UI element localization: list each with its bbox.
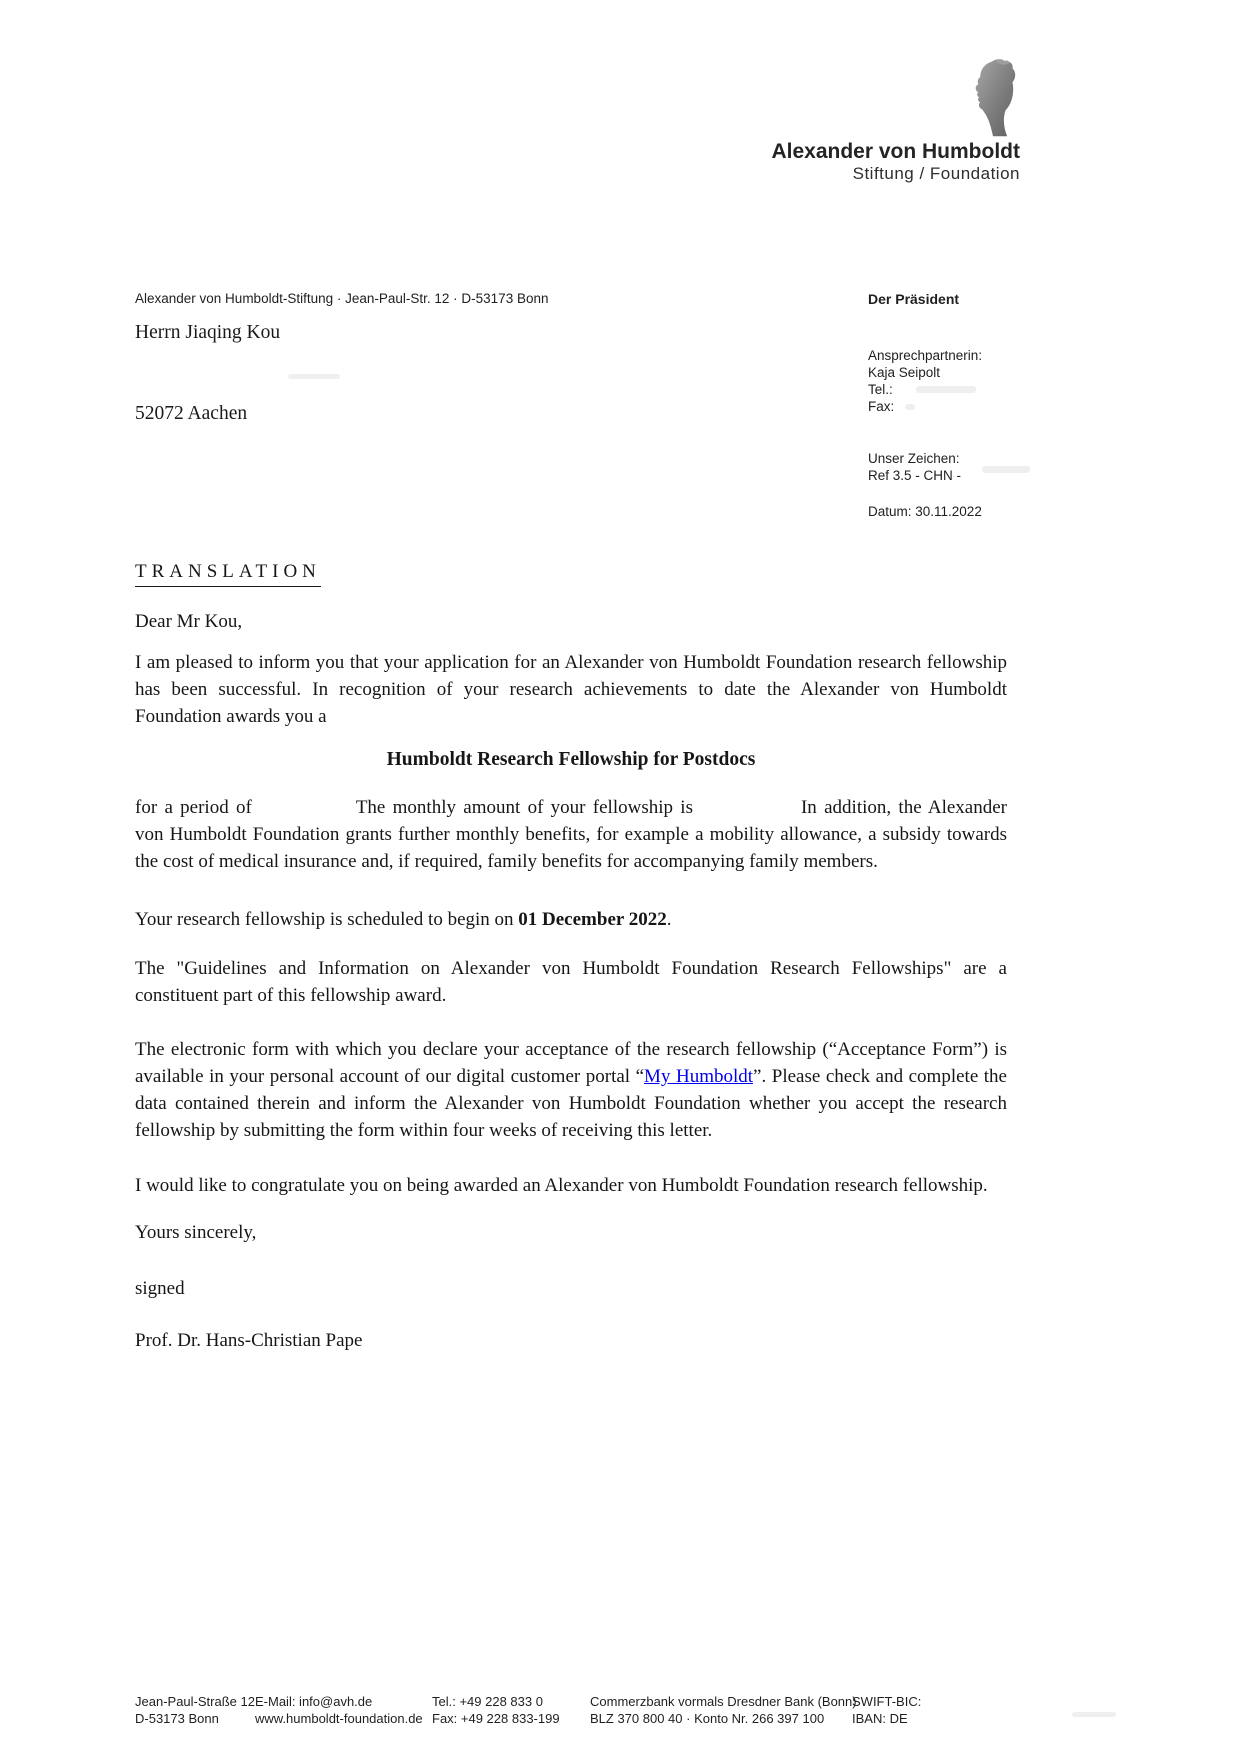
footer-bank: [590, 1694, 857, 1727]
footer-website: www.humboldt-foundation.de: [255, 1710, 423, 1726]
contact-label: Ansprechpartnerin:: [868, 348, 983, 363]
eform-text-before: The electronic form with which you declare your acceptance of the research fellowship (“Acceptance Form”) is available in your personal account of our digital customer portal “: [135, 1039, 1007, 1087]
letterhead: [771, 58, 1020, 184]
terms-part-1: for a period of: [135, 797, 252, 818]
footer-iban: IBAN: DE: [852, 1710, 908, 1726]
contact-fax-label: Fax:: [868, 399, 895, 414]
footer-fax: Fax: +49 228 833-199: [432, 1710, 560, 1726]
contact-name: Kaja Seipolt: [868, 365, 941, 380]
redaction-mark-ref: [982, 466, 1030, 473]
contact-tel-label: Tel.:: [868, 382, 893, 397]
terms-part-2: The monthly amount of your fellowship is: [355, 797, 693, 818]
my-humboldt-link[interactable]: My Humboldt: [644, 1066, 754, 1087]
paragraph-eform: [135, 1036, 1007, 1144]
footer-city: D-53173 Bonn: [135, 1710, 219, 1726]
terms-part-3: In addition, the Alexander von Humboldt Foundation grants further monthly benefits, for example a mobility allowance, a subsidy towards the cost of medical insurance and, if required, family benefits for accompanying family members.: [135, 797, 1007, 872]
sender-return-address: Alexander von Humboldt-Stiftung · Jean-Paul-Str. 12 · D-53173 Bonn: [135, 291, 549, 306]
footer-bank-name: Commerzbank vormals Dresdner Bank (Bonn): [590, 1694, 857, 1709]
closing: Yours sincerely,: [135, 1222, 257, 1243]
begin-text: Your research fellowship is scheduled to begin on: [135, 909, 519, 930]
footer-swift: SWIFT-BIC:: [852, 1694, 922, 1709]
footer-phone: [432, 1694, 560, 1727]
begin-period: .: [666, 909, 672, 930]
reference-value: Ref 3.5 - CHN -: [868, 468, 962, 483]
paragraph-guidelines: The "Guidelines and Information on Alexander von Humboldt Foundation Research Fellowships" are a constituent part of this fellowship award.: [135, 958, 1007, 1006]
redacted-period-value: [252, 812, 356, 813]
redacted-amount-value: [693, 812, 801, 813]
translation-heading: TRANSLATION: [135, 558, 321, 587]
signature-name: Prof. Dr. Hans-Christian Pape: [135, 1330, 363, 1351]
org-name: Alexander von Humboldt: [771, 140, 1020, 163]
letter-body: [135, 558, 1007, 1354]
president-title: Der Präsident: [868, 291, 960, 307]
recipient-city: 52072 Aachen: [135, 403, 248, 424]
begin-date: 01 December 2022: [518, 909, 667, 930]
signed-note: signed: [135, 1278, 185, 1299]
humboldt-bust-icon: [966, 58, 1020, 138]
org-subtitle: Stiftung / Foundation: [852, 164, 1020, 183]
footer-bank-account: BLZ 370 800 40 · Konto Nr. 266 397 100: [590, 1710, 825, 1726]
fellowship-title: Humboldt Research Fellowship for Postdocs: [386, 749, 756, 770]
footer-email: E-Mail: info@avh.de: [255, 1694, 373, 1709]
redaction-mark-address: [288, 374, 340, 379]
paragraph-begin-date: [135, 906, 1007, 933]
footer-address: [135, 1694, 255, 1727]
paragraph-congratulations: I would like to congratulate you on being awarded an Alexander von Humboldt Foundation research fellowship.: [135, 1175, 988, 1196]
footer-swift-iban: [852, 1694, 921, 1727]
reference-label: Unser Zeichen:: [868, 451, 960, 466]
recipient-name: Herrn Jiaqing Kou: [135, 322, 281, 343]
redaction-mark-iban: [1072, 1712, 1116, 1717]
footer-tel: Tel.: +49 228 833 0: [432, 1694, 543, 1709]
eform-text-after: ”. Please check and complete the data contained therein and inform the Alexander von Humboldt Foundation whether you accept the research fellowship by submitting the form within four weeks of receiving this letter.: [135, 1066, 1007, 1141]
paragraph-terms: [135, 794, 1007, 875]
redaction-mark-fax: [905, 404, 915, 410]
date-line: Datum: 30.11.2022: [868, 504, 982, 519]
redaction-mark-tel: [916, 386, 976, 393]
salutation: Dear Mr Kou,: [135, 611, 243, 632]
footer-street: Jean-Paul-Straße 12: [135, 1694, 255, 1709]
paragraph-intro: I am pleased to inform you that your application for an Alexander von Humboldt Foundation research fellowship has been successful. In recognition of your research achievements to date the Alexander von Humboldt Foundation awards you a: [135, 652, 1007, 727]
footer-email-web: [255, 1694, 423, 1727]
